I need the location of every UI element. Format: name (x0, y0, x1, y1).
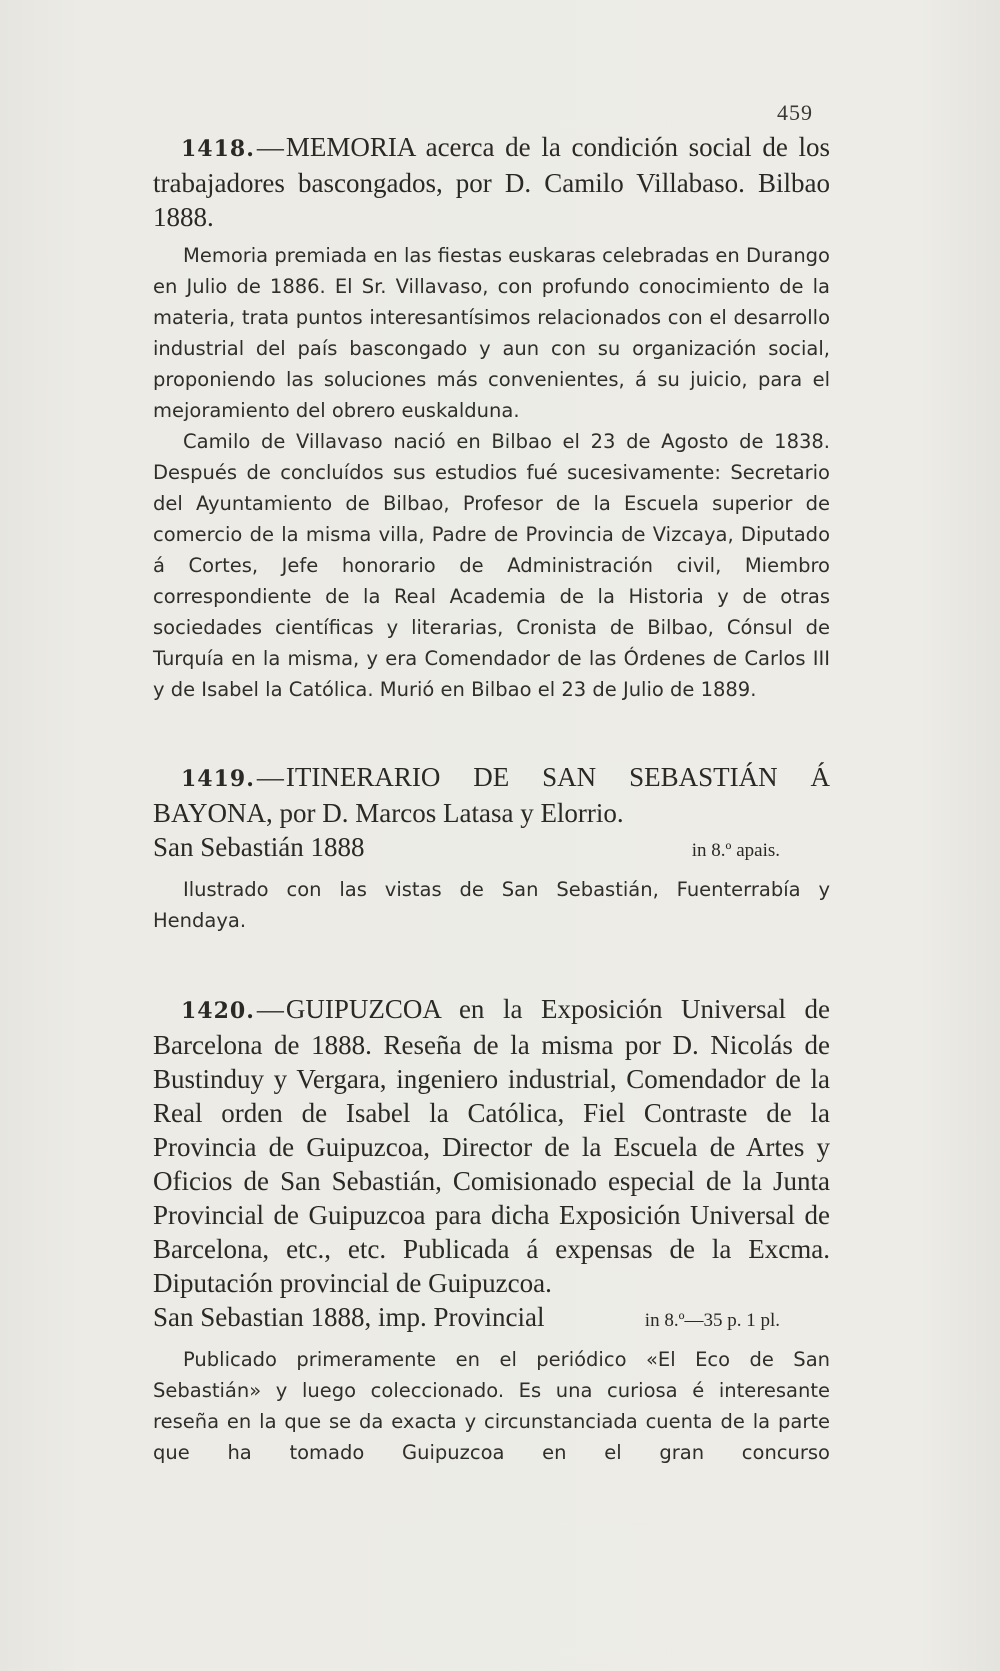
entry-dash: — (256, 994, 284, 1024)
imprint-place-date: San Sebastian 1888, imp. Provincial (153, 1302, 545, 1332)
catalog-entry-1418 (153, 130, 830, 705)
imprint-format: in 8.º apais. (691, 840, 780, 861)
entry-heading (153, 760, 830, 830)
entry-note: Memoria premiada en las fiestas euskaras celebradas en Durango en Julio de 1886. El Sr. Villavaso, con profundo conocimiento de la materia, trata puntos interesantísimos relacionados con el desarrollo industrial del país bascongado y aun con su organización social, proponiendo las soluciones más convenientes, á su juicio, para el mejoramiento del obrero euskalduna. (153, 244, 830, 422)
entry-title: GUIPUZCOA en la Exposición Universal de Barcelona de 1888. Reseña de la misma por D. Nicolás de Bustinduy y Vergara, ingeniero industrial, Comendador de la Real orden de Isabel la Católica, Fiel Contraste de la Provincia de Guipuzcoa, Director de la Escuela de Artes y Oficios de San Sebastián, Comisionado especial de la Junta Provincial de Guipuzcoa para dicha Exposición Universal de Barcelona, etc., etc. Publicada á expensas de la Excma. Diputación provincial de Guipuzcoa. (153, 994, 830, 1298)
entry-imprint (153, 1300, 830, 1338)
entry-title: MEMORIA acerca de la condición social de los trabajadores bascongados, por D. Camilo Villabaso. Bilbao 1888. (153, 132, 830, 232)
entry-number: 1420. (181, 998, 255, 1024)
catalog-entry-1420 (153, 992, 830, 1468)
catalog-entry-1419 (153, 760, 830, 936)
entry-dash: — (256, 132, 284, 162)
page-number: 459 (777, 100, 813, 125)
entry-number: 1419. (181, 766, 255, 792)
page-content (153, 130, 830, 1468)
entry-title: ITINERARIO DE SAN SEBASTIÁN Á BAYONA, por D. Marcos Latasa y Elorrio. (153, 762, 830, 828)
entry-dash: — (256, 762, 284, 792)
entry-note: Ilustrado con las vistas de San Sebastián, Fuenterrabía y Hendaya. (153, 878, 830, 932)
imprint-place-date: San Sebastián 1888 (153, 832, 365, 862)
entry-note: Camilo de Villavaso nació en Bilbao el 23 de Agosto de 1838. Después de concluídos sus estudios fué sucesivamente: Secretario del Ayuntamiento de Bilbao, Profesor de la Escuela superior de comercio de la misma villa, Padre de Provincia de Vizcaya, Diputado á Cortes, Jefe honorario de Administración civil, Miembro correspondiente de la Real Academia de la Historia y de otras sociedades científicas y literarias, Cronista de Bilbao, Cónsul de Turquía en la misma, y era Comendador de las Órdenes de Carlos III y de Isabel la Católica. Murió en Bilbao el 23 de Julio de 1889. (153, 430, 830, 701)
entry-note: Publicado primeramente en el periódico «El Eco de San Sebastián» y luego coleccionado. Es una curiosa é interesante reseña en la que se da exacta y circunstanciada cuenta de la parte que ha tomado Guipuzcoa en el gran concurso (153, 1348, 830, 1464)
entry-number: 1418. (181, 136, 255, 162)
entry-heading (153, 130, 830, 234)
entry-imprint (153, 830, 830, 868)
entry-heading (153, 992, 830, 1300)
imprint-format: in 8.º—35 p. 1 pl. (644, 1310, 780, 1331)
